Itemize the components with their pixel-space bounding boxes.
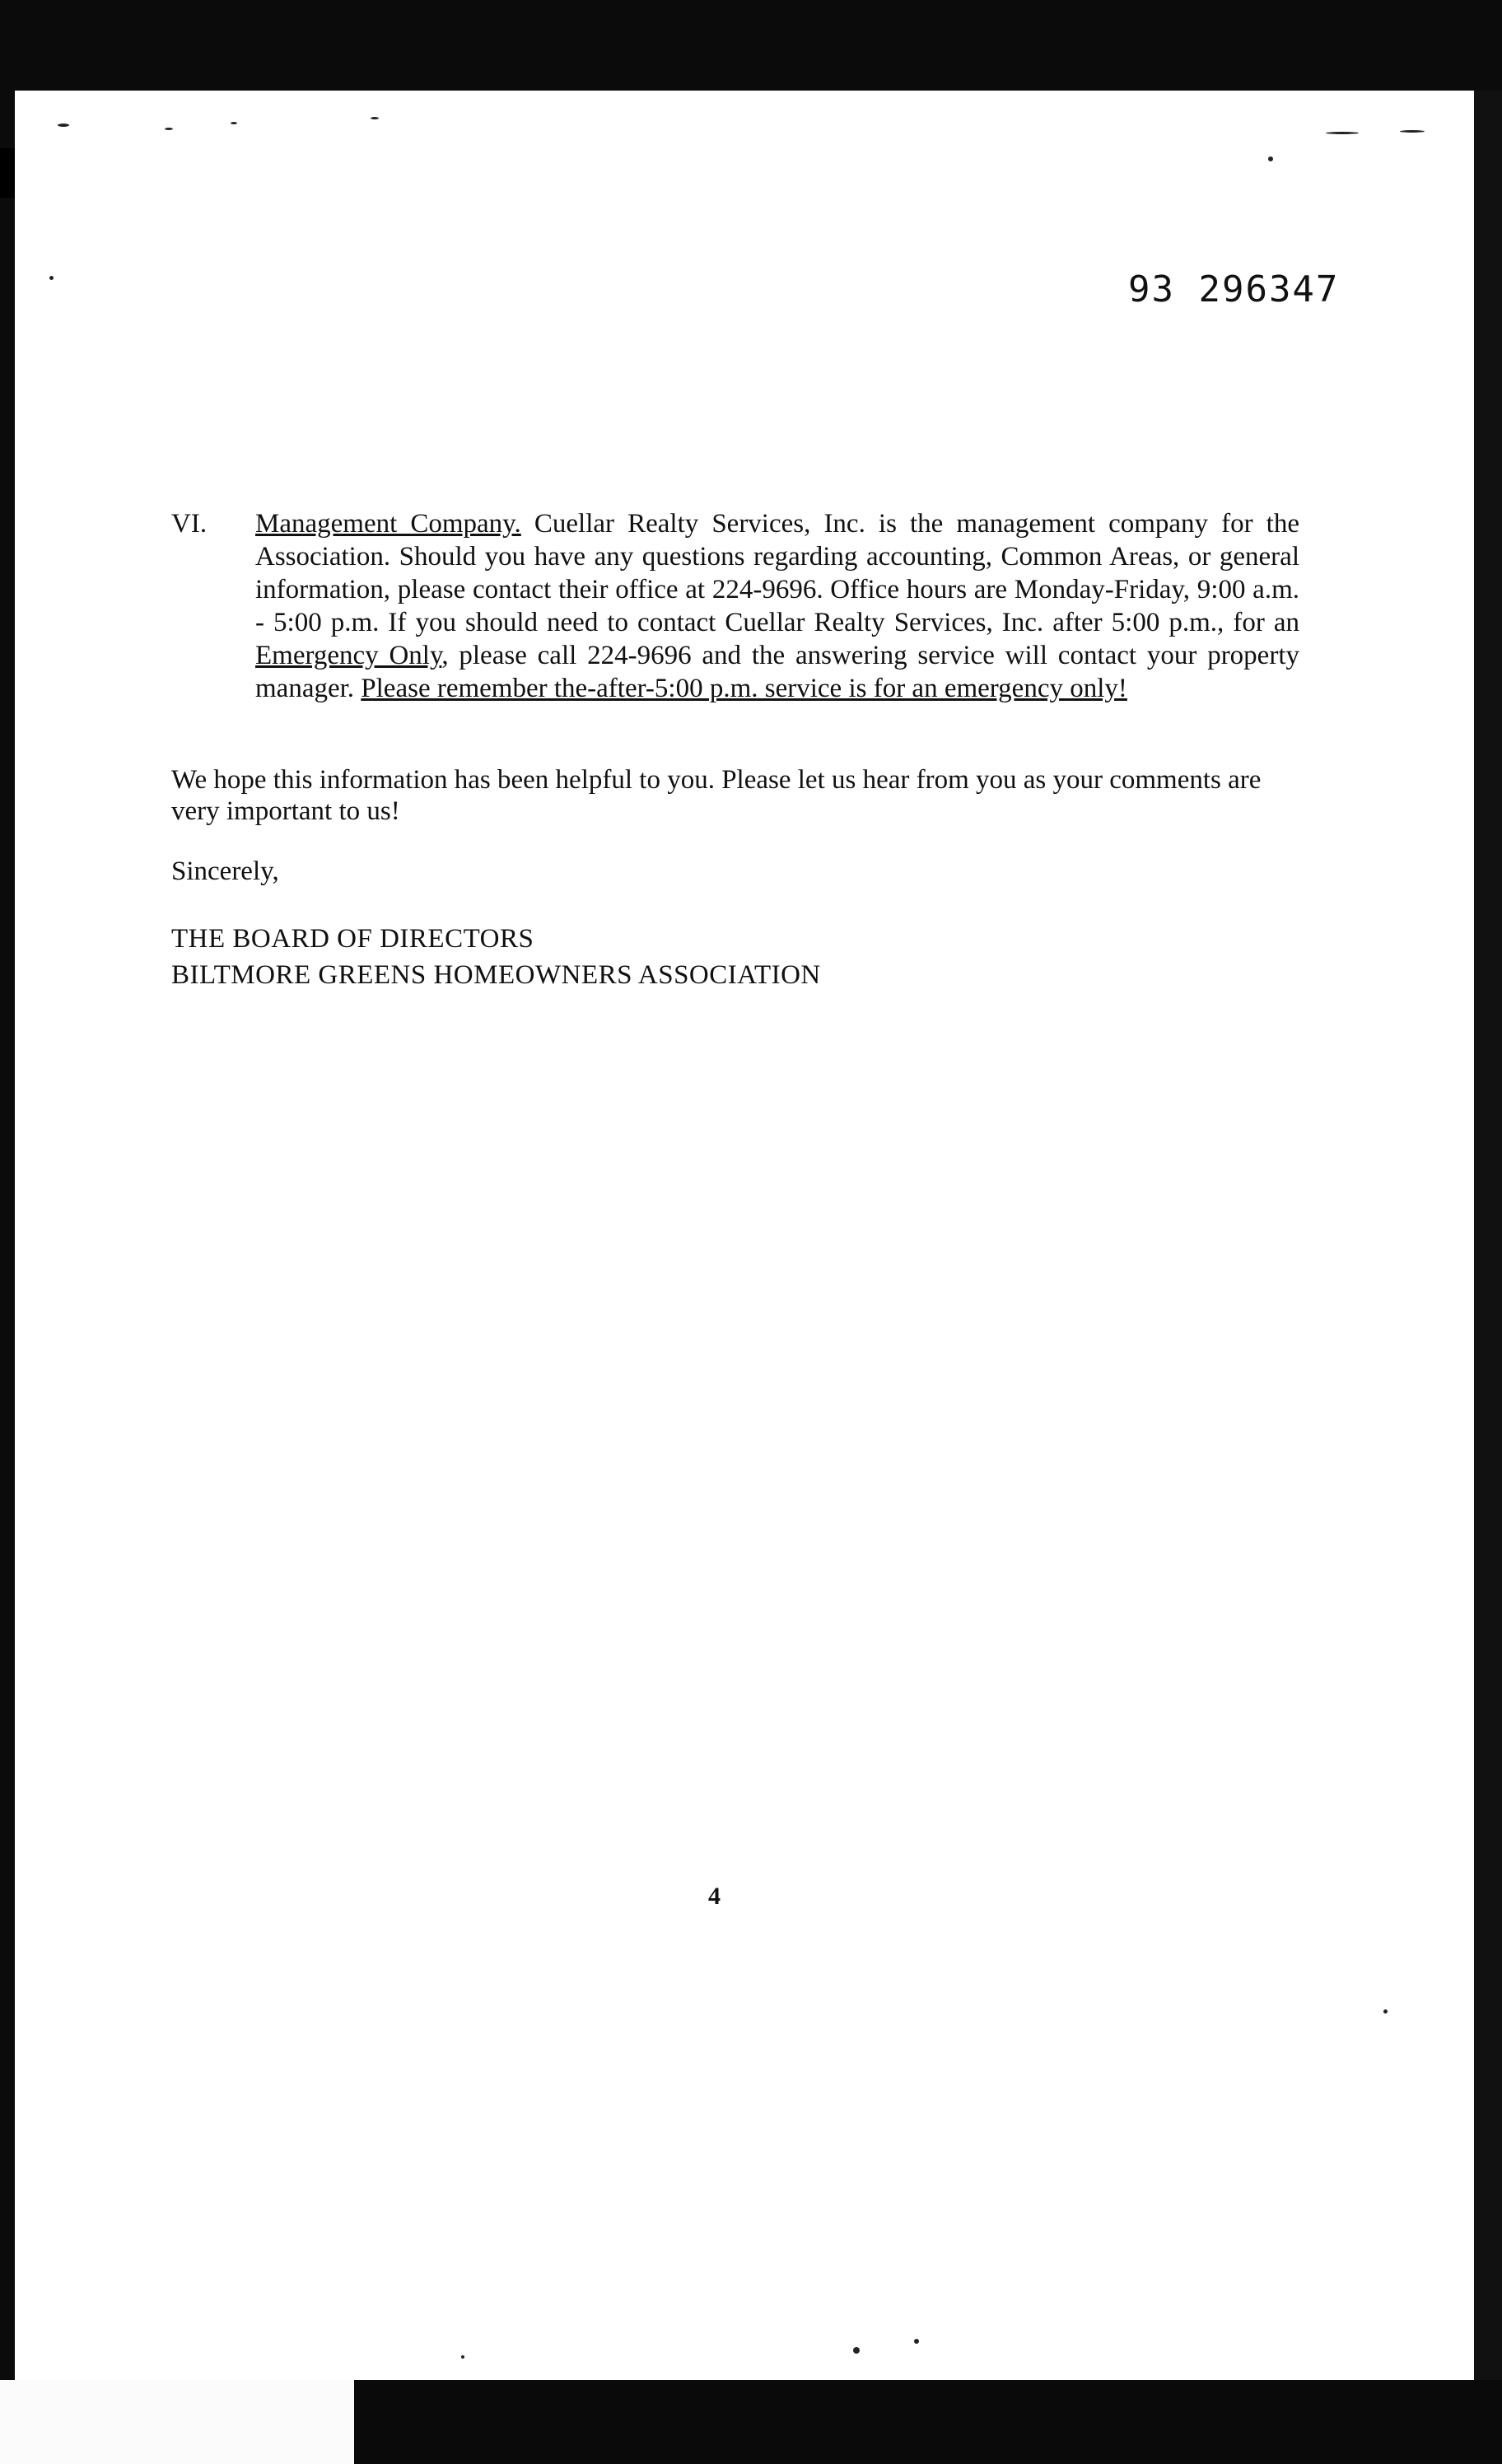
- scan-speck: [1268, 156, 1273, 161]
- scan-speck: [914, 2339, 919, 2344]
- scan-speck: [1383, 2009, 1388, 2014]
- sign-off: Sincerely,: [171, 856, 279, 886]
- closing-paragraph: We hope this information has been helpful to you. Please let us hear from you as your comments are very important to us!: [171, 765, 1262, 826]
- scan-speck: [165, 128, 173, 130]
- scan-bottom-artifact: [0, 2380, 354, 2464]
- section-number: VI.: [171, 509, 208, 539]
- signature-block: [171, 921, 821, 993]
- scan-speck: [371, 117, 379, 119]
- scan-right-edge: [1474, 91, 1502, 2380]
- section-body: [255, 507, 1299, 705]
- scan-speck: [461, 2355, 464, 2359]
- scan-speck: [1326, 132, 1359, 134]
- emergency-reminder: Please remember the-after-5:00 p.m. service is for an emergency only!: [361, 674, 1127, 703]
- section-text-part-1: Cuellar Realty Services, Inc. is the management company for the Association. Should you have any questions regarding accounting, Common Areas, or general information, please contact their office at 224-9696. Office hours are Monday-Friday, 9:00 a.m. - 5:00 p.m. If you should need to contact Cuellar Realty Services, Inc. after 5:00 p.m., for an: [255, 509, 1299, 637]
- scan-speck: [853, 2347, 860, 2354]
- emergency-only-text: Emergency Only: [255, 641, 442, 670]
- scan-speck: [1400, 130, 1425, 133]
- page-number: 4: [708, 1883, 721, 1910]
- section-text-part-2: , please call 224-9696 and the answering service will contact your property manager.: [255, 641, 1299, 703]
- scan-speck: [49, 276, 54, 280]
- scan-speck: [231, 122, 237, 124]
- scan-edge-artifact: [0, 148, 15, 198]
- document-page: [15, 91, 1474, 2380]
- section-heading: Management Company.: [255, 509, 521, 539]
- document-number: 93 296347: [1128, 268, 1340, 310]
- scan-speck: [58, 124, 69, 127]
- signature-line-board: THE BOARD OF DIRECTORS: [171, 924, 534, 954]
- signature-line-association: BILTMORE GREENS HOMEOWNERS ASSOCIATION: [171, 960, 821, 990]
